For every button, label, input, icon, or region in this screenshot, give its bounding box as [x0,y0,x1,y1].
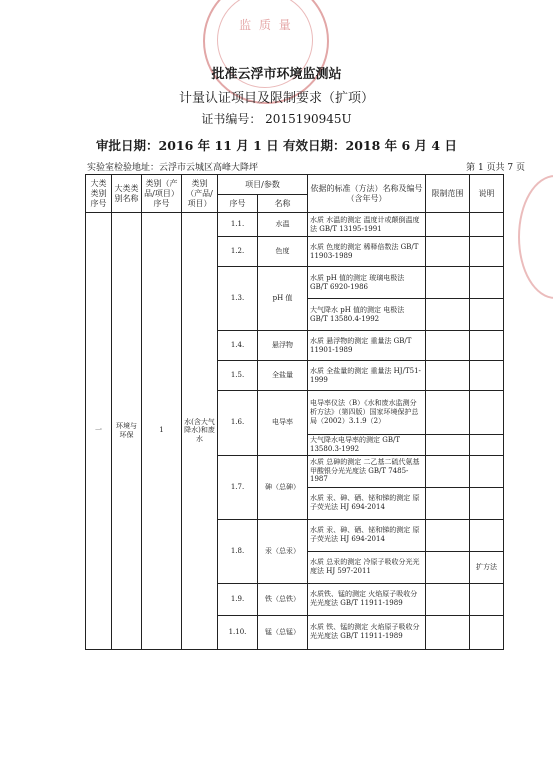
category-number: 一 [86,213,112,650]
item-seq: 1.9. [218,583,258,615]
standard-text: 水质 汞、砷、硒、铋和锑的测定 原子荧光法 HJ 694-2014 [308,487,426,519]
limit-cell [426,237,470,267]
item-seq: 1.10. [218,615,258,649]
limit-cell [426,361,470,391]
standard-text: 水质 汞、砷、硒、铋和锑的测定 原子荧光法 HJ 694-2014 [308,519,426,551]
item-name: 汞（总汞） [258,519,308,583]
note-cell [470,299,504,331]
seal-text: 监 质 量 [239,18,293,32]
note-cell [470,455,504,487]
item-seq: 1.8. [218,519,258,583]
limit-cell [426,615,470,649]
limit-cell [426,299,470,331]
item-seq: 1.7. [218,455,258,519]
note-cell [470,331,504,361]
standard-text: 水质 全盐量的测定 重量法 HJ/T51-1999 [308,361,426,391]
item-seq: 1.6. [218,391,258,456]
approval-dates: 审批日期：2016 年 11 月 1 日 有效日期：2018 年 6 月 4 日 [96,138,457,153]
item-name: 水温 [258,213,308,237]
limit-cell [426,551,470,583]
item-name: 电导率 [258,391,308,456]
limit-cell [426,455,470,487]
page-title: 批准云浮市环境监测站 [211,67,342,82]
certificate-number: 证书编号： 2015190945U [201,112,352,126]
item-seq: 1.1. [218,213,258,237]
limit-cell [426,391,470,435]
table-row [86,213,504,237]
note-cell: 扩方法 [470,551,504,583]
note-cell [470,213,504,237]
note-cell [470,487,504,519]
limit-cell [426,267,470,299]
standard-text: 电导率仪法（B）《水和废水监测分析方法》（第四版）国家环境保护总局（2002）3.1.9（2） [308,391,426,435]
category-name: 环境与环保 [112,213,142,650]
item-name: 色度 [258,237,308,267]
limit-cell [426,487,470,519]
header-limit: 限制范围 [426,175,470,213]
standard-text: 水质 铁、锰的测定 火焰原子吸收分光光度法 GB/T 11911-1989 [308,615,426,649]
item-seq: 1.3. [218,267,258,331]
subcategory-number: 1 [142,213,182,650]
note-cell [470,237,504,267]
header-standard: 依据的标准（方法）名称及编号（含年号） [308,175,426,213]
standard-text: 水质铁、锰的测定 火焰原子吸收分光光度法 GB/T 11911-1989 [308,583,426,615]
header-name: 名称 [258,195,308,213]
item-seq: 1.2. [218,237,258,267]
standard-text: 水质 水温的测定 温度计或颠倒温度法 GB/T 13195-1991 [308,213,426,237]
header-subcategory-number: 类别（产品/项目）序号 [142,175,182,213]
note-cell [470,391,504,435]
page-subtitle: 计量认证项目及限制要求（扩项） [178,91,374,106]
note-cell [470,267,504,299]
note-cell [470,361,504,391]
item-name: 铁（总铁） [258,583,308,615]
note-cell [470,583,504,615]
standard-text: 水质 悬浮物的测定 重量法 GB/T 11901-1989 [308,331,426,361]
standard-text: 水质 色度的测定 稀释倍数法 GB/T 11903-1989 [308,237,426,267]
item-seq: 1.5. [218,361,258,391]
side-seal [518,175,553,299]
note-cell [470,519,504,551]
limit-cell [426,331,470,361]
header-note: 说明 [470,175,504,213]
standard-text: 水质 pH 值的测定 玻璃电极法 GB/T 6920-1986 [308,267,426,299]
header-category-number: 大类类别序号 [86,175,112,213]
item-name: 锰（总锰） [258,615,308,649]
standard-text: 水质 总汞的测定 冷原子吸收分光光度法 HJ 597-2011 [308,551,426,583]
header-category-name: 大类类别名称 [112,175,142,213]
page-number: 第 1 页共 7 页 [466,163,525,173]
header-subcategory-name: 类别（产品/项目） [182,175,218,213]
item-name: 悬浮物 [258,331,308,361]
header-item-parameter: 项目/参数 [218,175,308,195]
limit-cell [426,519,470,551]
limit-cell [426,435,470,456]
item-name: 全盐量 [258,361,308,391]
note-cell [470,615,504,649]
header-seq: 序号 [218,195,258,213]
note-cell [470,435,504,456]
standard-text: 大气降水 pH 值的测定 电极法 GB/T 13580.4-1992 [308,299,426,331]
limit-cell [426,583,470,615]
item-name: pH 值 [258,267,308,331]
subcategory-name: 水(含大气降水)和废水 [182,213,218,650]
standard-text: 大气降水电导率的测定 GB/T 13580.3-1992 [308,435,426,456]
standard-text: 水质 总砷的测定 二乙基二硫代氨基甲酸银分光光度法 GB/T 7485-1987 [308,455,426,487]
accreditation-table [85,174,504,650]
item-seq: 1.4. [218,331,258,361]
lab-address: 实验室检验地址：云浮市云城区高峰大降坪 [87,163,259,173]
limit-cell [426,213,470,237]
item-name: 砷（总砷） [258,455,308,519]
